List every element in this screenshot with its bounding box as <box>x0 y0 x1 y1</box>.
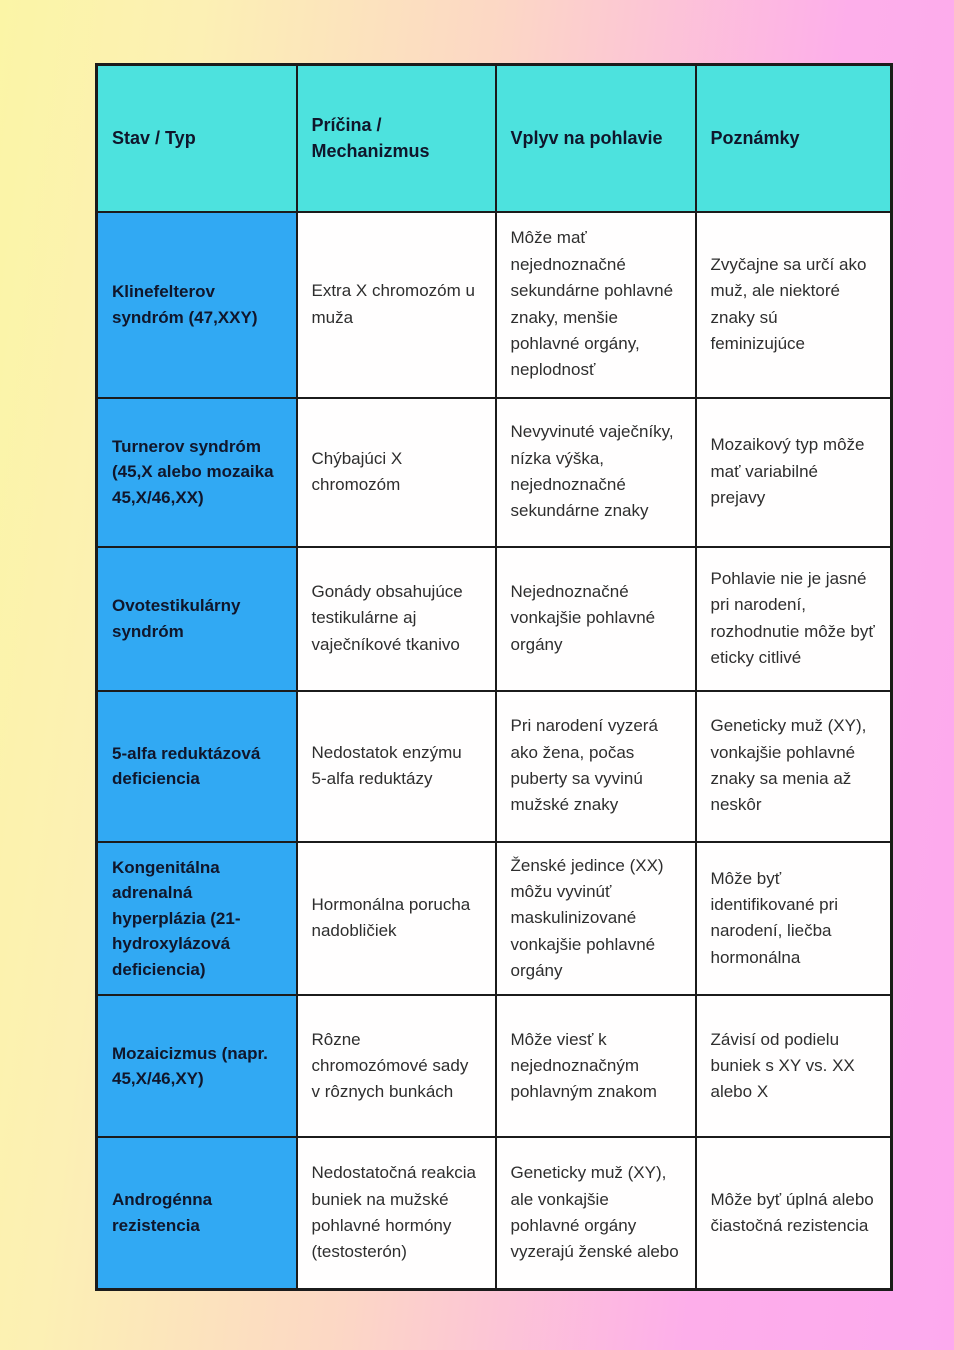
cell-condition: Klinefelterov syndróm (47,XXY) <box>97 212 297 398</box>
header-cell-pricina-mechanizmus: Príčina / Mechanizmus <box>297 65 496 212</box>
cell-condition: Mozaicizmus (napr. 45,X/46,XY) <box>97 995 297 1137</box>
table-row <box>97 995 892 1137</box>
dsd-conditions-table <box>95 63 893 1291</box>
cell-effect: Pri narodení vyzerá ako žena, počas puberty sa vyvinú mužské znaky <box>496 691 696 842</box>
header-cell-poznamky: Poznámky <box>696 65 892 212</box>
header-cell-stav-typ: Stav / Typ <box>97 65 297 212</box>
cell-notes: Môže byť úplná alebo čiastočná rezistencia <box>696 1137 892 1289</box>
cell-cause: Nedostatočná reakcia buniek na mužské pohlavné hormóny (testosterón) <box>297 1137 496 1289</box>
table-row <box>97 1137 892 1289</box>
header-cell-vplyv-na-pohlavie: Vplyv na pohlavie <box>496 65 696 212</box>
table-row <box>97 212 892 398</box>
cell-notes: Môže byť identifikované pri narodení, liečba hormonálna <box>696 842 892 996</box>
cell-condition: Ovotestikulárny syndróm <box>97 547 297 691</box>
cell-condition: Turnerov syndróm (45,X alebo mozaika 45,X/46,XX) <box>97 398 297 547</box>
cell-cause: Hormonálna porucha nadobličiek <box>297 842 496 996</box>
cell-effect: Geneticky muž (XY), ale vonkajšie pohlavné orgány vyzerajú ženské alebo <box>496 1137 696 1289</box>
cell-notes: Pohlavie nie je jasné pri narodení, rozhodnutie môže byť eticky citlivé <box>696 547 892 691</box>
table-row <box>97 398 892 547</box>
cell-effect: Nevyvinuté vaječníky, nízka výška, nejednoznačné sekundárne znaky <box>496 398 696 547</box>
table-row <box>97 547 892 691</box>
cell-cause: Gonády obsahujúce testikulárne aj vaječníkové tkanivo <box>297 547 496 691</box>
cell-cause: Chýbajúci X chromozóm <box>297 398 496 547</box>
table-row <box>97 691 892 842</box>
cell-notes: Geneticky muž (XY), vonkajšie pohlavné znaky sa menia až neskôr <box>696 691 892 842</box>
cell-notes: Mozaikový typ môže mať variabilné prejavy <box>696 398 892 547</box>
table-row <box>97 842 892 996</box>
cell-cause: Rôzne chromozómové sady v rôznych bunkách <box>297 995 496 1137</box>
cell-notes: Zvyčajne sa určí ako muž, ale niektoré znaky sú feminizujúce <box>696 212 892 398</box>
cell-condition: Androgénna rezistencia <box>97 1137 297 1289</box>
table-body <box>97 212 892 1290</box>
cell-cause: Nedostatok enzýmu 5-alfa reduktázy <box>297 691 496 842</box>
cell-effect: Môže mať nejednoznačné sekundárne pohlavné znaky, menšie pohlavné orgány, neplodnosť <box>496 212 696 398</box>
cell-effect: Nejednoznačné vonkajšie pohlavné orgány <box>496 547 696 691</box>
cell-condition: Kongenitálna adrenalná hyperplázia (21-hydroxylázová deficiencia) <box>97 842 297 996</box>
cell-notes: Závisí od podielu buniek s XY vs. XX alebo X <box>696 995 892 1137</box>
cell-condition: 5-alfa reduktázová deficiencia <box>97 691 297 842</box>
cell-effect: Môže viesť k nejednoznačným pohlavným znakom <box>496 995 696 1137</box>
cell-effect: Ženské jedince (XX) môžu vyvinúť maskulinizované vonkajšie pohlavné orgány <box>496 842 696 996</box>
table-header-row <box>97 65 892 212</box>
cell-cause: Extra X chromozóm u muža <box>297 212 496 398</box>
